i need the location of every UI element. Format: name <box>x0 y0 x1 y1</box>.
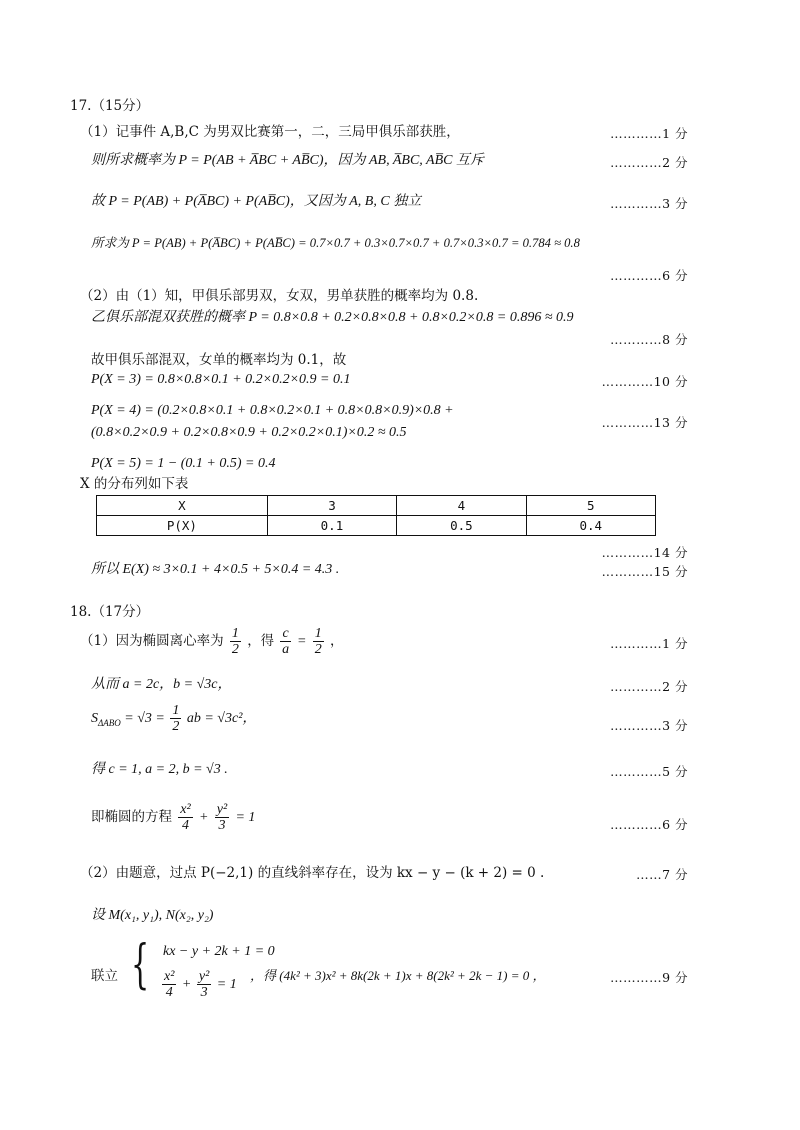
q18-part1-line5-points: …………6 分 <box>610 817 688 832</box>
q17-part1-intro-points: …………1 分 <box>610 126 688 141</box>
q18-part1-line1-points: …………1 分 <box>610 636 688 651</box>
q17-part1-line4-points: …………6 分 <box>610 268 688 283</box>
q18-part2-line1: （2）由题意，过点 P(−2,1) 的直线斜率存在，设为 kx − y − (k + 2) = 0 . <box>80 865 545 881</box>
q17-part1-line3-points: …………3 分 <box>610 196 688 211</box>
table-cell: 0.1 <box>267 516 396 536</box>
q17-part1-intro: （1）记事件 A,B,C 为男双比赛第一，二，三局甲俱乐部获胜， <box>80 124 460 140</box>
q18-part1-line4: 得 c = 1, a = 2, b = √3 . <box>91 762 228 777</box>
table-cell: 0.5 <box>397 516 526 536</box>
q17-part2-line3: 故甲俱乐部混双，女单的概率均为 0.1，故 <box>91 352 347 368</box>
q17-part2-line4: P(X = 3) = 0.8×0.8×0.1 + 0.2×0.2×0.9 = 0.1 <box>91 372 351 387</box>
q18-part1-line5: 即椭圆的方程 $\frac{\text{x²}}{4}$ + $\frac{\text{y²}}{3}$ = 1 <box>91 802 256 833</box>
q18-text: ，得 <box>247 633 275 649</box>
q17-header: 17.（15分） <box>70 98 150 114</box>
q18-text: （1）因为椭圆离心率为 <box>80 633 224 649</box>
q17-part2-line5: P(X = 4) = (0.2×0.8×0.1 + 0.8×0.2×0.1 + 0.8×0.8×0.9)×0.8 + <box>91 403 454 418</box>
q17-part2-line5-points: …………13 分 <box>601 415 688 430</box>
table-row <box>97 496 656 516</box>
table-cell: 5 <box>526 496 655 516</box>
q17-part2-line7: P(X = 5) = 1 − (0.1 + 0.5) = 0.4 <box>91 456 276 471</box>
q18-part1-line2-points: …………2 分 <box>610 679 688 694</box>
q17-table-points: …………14 分 <box>601 545 688 560</box>
fraction: $\frac{\text{x²}}{4}$ <box>164 969 175 1001</box>
q17-part1-line4: 所求为 P = P(AB) + P(A̅BC) + P(AB̅C) = 0.7×0.7 + 0.3×0.7×0.7 + 0.7×0.3×0.7 = 0.784 ≈ 0.8 <box>91 236 580 250</box>
q17-part2-line2: 乙俱乐部混双获胜的概率 P = 0.8×0.8 + 0.2×0.8×0.8 + 0.8×0.2×0.8 = 0.896 ≈ 0.9 <box>91 310 574 325</box>
q18-lianli-label: 联立 <box>91 968 118 984</box>
q18-system-eq1: kx − y + 2k + 1 = 0 <box>163 944 275 959</box>
fraction: $\frac{1}{2}$ <box>231 626 239 657</box>
q18-part2-line1-points: ……7 分 <box>636 867 688 882</box>
fraction: $\frac{1}{2}$ <box>172 703 180 735</box>
distribution-table <box>96 495 656 536</box>
table-cell: 3 <box>267 496 396 516</box>
q17-part2-intro: （2）由（1）知，甲俱乐部男双，女双，男单获胜的概率均为 0.8. <box>80 288 479 304</box>
q18-part1-line2: 从而 a = 2c，b = √3c， <box>91 677 232 692</box>
fraction: $\frac{\text{y²}}{3}$ <box>198 969 210 1001</box>
q17-final-line: 所以 E(X) ≈ 3×0.1 + 4×0.5 + 5×0.4 = 4.3 . <box>91 562 340 577</box>
q18-part1-line1: （1）因为椭圆离心率为 $\frac{1}{2}$ ，得 $\frac{c}{a}$ = $\frac{1}{2}$ ， <box>80 626 344 657</box>
q18-part2-line2: 设 M(x₁, y₁), N(x₂, y₂) <box>91 908 214 923</box>
q17-part2-line6: (0.8×0.2×0.9 + 0.2×0.8×0.9 + 0.2×0.2×0.1)×0.2 ≈ 0.5 <box>91 425 407 440</box>
q17-table-caption: X 的分布列如下表 <box>80 476 189 492</box>
q18-system-eq2: $\frac{\text{x²}}{4}$ + $\frac{\text{y²}}{3}$ = 1 <box>164 969 237 1001</box>
table-cell: X <box>97 496 268 516</box>
q18-system-result: ，得 (4k² + 3)x² + 8k(2k + 1)x + 8(2k² + 2k − 1) = 0 ， <box>250 968 546 983</box>
q17-part1-line2-points: …………2 分 <box>610 155 688 170</box>
table-cell: P(X) <box>97 516 268 536</box>
q18-part1-line4-points: …………5 分 <box>610 764 688 779</box>
table-cell: 4 <box>397 496 526 516</box>
table-row <box>97 516 656 536</box>
q18-part1-line3: $S_{\Delta ABO} = √3$ = $\frac{1}{2}$ ab = √3c²， <box>91 703 257 735</box>
fraction: $\frac{1}{2}$ <box>314 626 322 657</box>
q17-part1-line2: 则所求概率为 P = P(AB + A̅BC + AB̅C)，因为 AB, A̅BC, AB̅C 互斥 <box>91 153 484 168</box>
table-cell: 0.4 <box>526 516 655 536</box>
q18-part1-line3-points: …………3 分 <box>610 718 688 733</box>
left-brace-symbol: { <box>131 935 150 995</box>
q17-part1-line3: 故 P = P(AB) + P(A̅BC) + P(AB̅C)，又因为 A, B, C 独立 <box>91 194 422 209</box>
fraction: $\frac{c}{a}$ <box>282 626 290 657</box>
fraction: $\frac{\text{x²}}{4}$ <box>180 802 191 833</box>
fraction: $\frac{\text{y²}}{3}$ <box>216 802 228 833</box>
q17-part2-line2-points: …………8 分 <box>610 332 688 347</box>
q18-system-result-points: …………9 分 <box>610 970 688 985</box>
q17-final-points: …………15 分 <box>601 564 688 579</box>
q18-header: 18.（17分） <box>70 604 150 620</box>
q17-part2-line4-points: …………10 分 <box>601 374 688 389</box>
